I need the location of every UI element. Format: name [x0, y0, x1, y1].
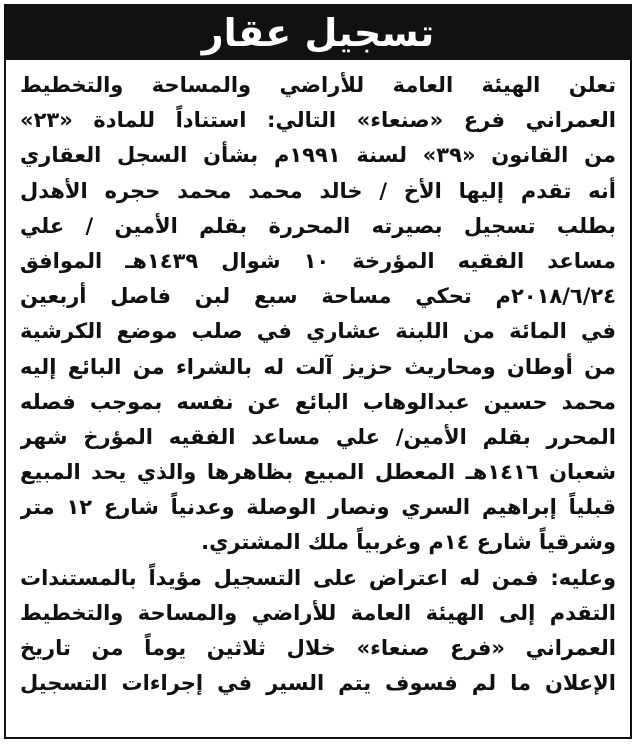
- notice-body: [20, 68, 616, 701]
- notice-line: العمراني فرع «صنعاء» التالي: استناداً للمادة «٢٣»: [20, 108, 616, 133]
- notice-line: أنه تقدم إليها الأخ / خالد محمد محمد حجره الأهدل: [20, 178, 616, 203]
- notice-line: من أوطان ومحاريث حزيز آلت له بالشراء من البائع إليه: [20, 354, 616, 379]
- notice-line: قبلياً إبراهيم السري ونصار الوصلة وعدنياً شارع ١٢ متر: [20, 495, 616, 520]
- notice-line: ٢٠١٨/٦/٢٤م تحكي مساحة سبع لبن فاصل أربعين: [20, 284, 616, 309]
- notice-title: تسجيل عقار: [201, 11, 435, 55]
- notice-line: مساعد الفقيه المؤرخة ١٠ شوال ١٤٣٩هـ الموافق: [20, 248, 616, 273]
- notice-line: بطلب تسجيل بصيرته المحررة بقلم الأمين / علي: [20, 213, 616, 238]
- notice-line: وعليه: فمن له اعتراض على التسجيل مؤيداً بالمستندات: [20, 565, 616, 590]
- notice-line: المحرر بقلم الأمين/ علي مساعد الفقيه المؤرخ شهر: [20, 424, 616, 449]
- notice-line: محمد حسين عبدالوهاب البائع عن نفسه بموجب فصله: [20, 389, 616, 414]
- notice-line: الإعلان ما لم فسوف يتم السير في إجراءات التسجيل: [20, 671, 616, 696]
- notice-title-bar: [6, 6, 630, 60]
- notice-line: العمراني «فرع صنعاء» خلال ثلاثين يوماً من تاريخ: [20, 636, 616, 660]
- notice-line: تعلن الهيئة العامة للأراضي والمساحة والتخطيط: [20, 73, 616, 97]
- notice-line: شعبان ١٤١٦هـ المعطل المبيع بظاهرها والذي يحد المبيع: [20, 460, 616, 485]
- notice-line: التقدم إلى الهيئة العامة للأراضي والمساحة والتخطيط: [20, 600, 616, 625]
- notice-line: من القانون «٣٩» لسنة ١٩٩١م بشأن السجل العقاري: [20, 143, 616, 168]
- notice-line: في المائة من اللبنة عشاري في صلب موضع الكرشية: [20, 319, 616, 344]
- notice-box: [4, 4, 632, 739]
- notice-line: وشرقياً شارع ١٤م وغربياً ملك المشتري.: [201, 530, 616, 555]
